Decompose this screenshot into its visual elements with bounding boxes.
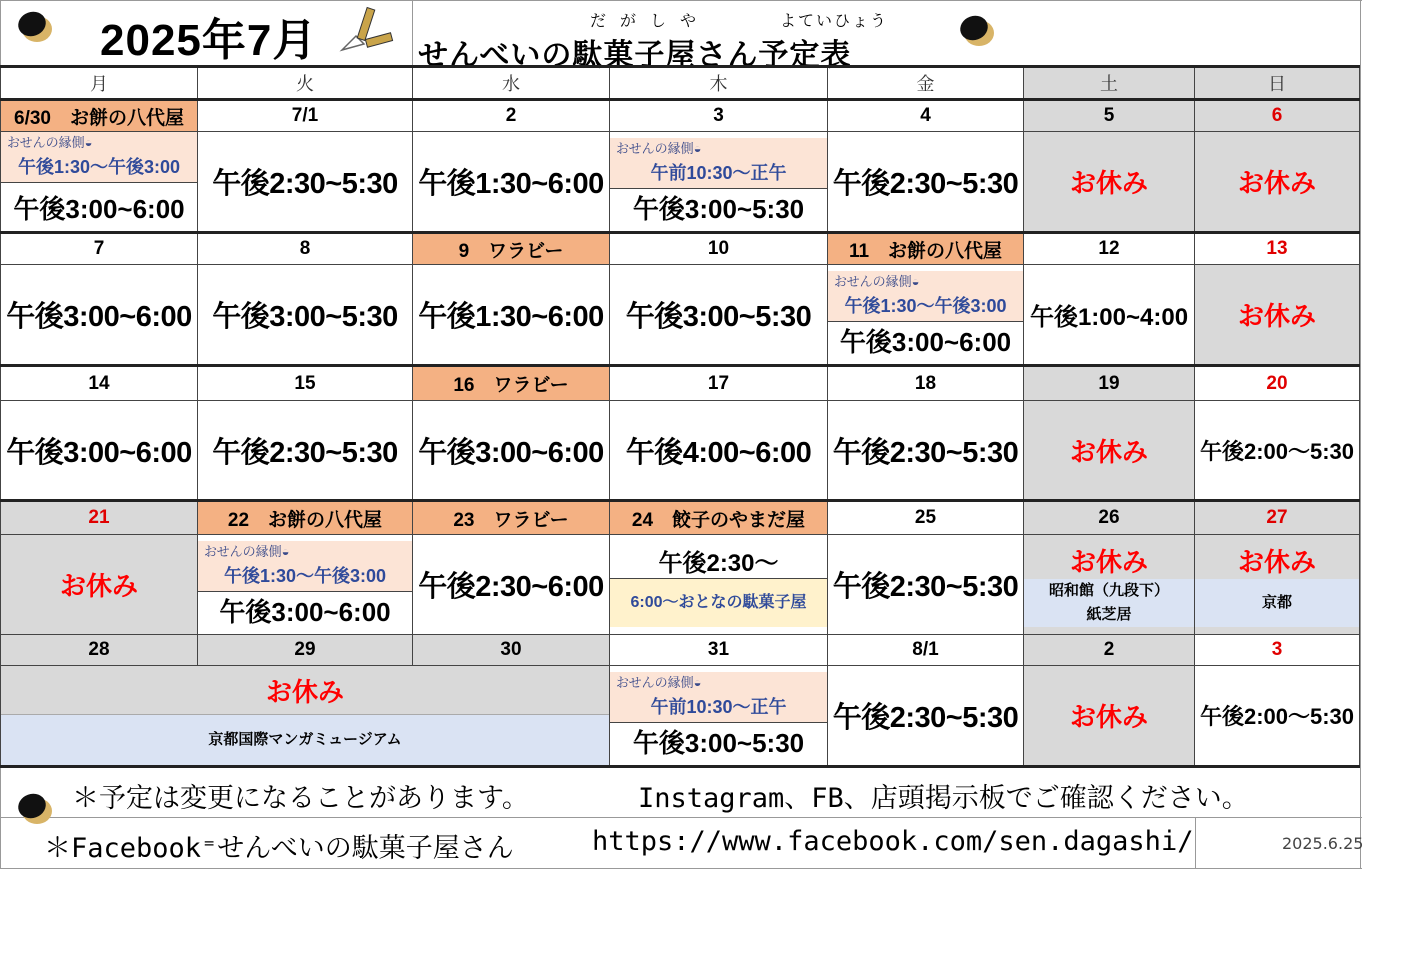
day-cell bbox=[1, 401, 198, 501]
osen-label: おせんの縁側◒ bbox=[834, 273, 920, 289]
open-hours: 午後2:30~5:30 bbox=[212, 168, 398, 200]
open-hours: 午後3:00~6:00 bbox=[13, 193, 185, 224]
adult-dagashiya-label: 6:00～おとなの駄菓子屋 bbox=[610, 579, 827, 627]
day-cell bbox=[1195, 401, 1360, 501]
issue-date: 2025.6.25 bbox=[1282, 834, 1364, 853]
osen-label: おせんの縁側◒ bbox=[616, 674, 702, 690]
footer-divider bbox=[0, 817, 1362, 818]
open-hours: 午後3:00~5:30 bbox=[632, 193, 805, 224]
day-cell bbox=[610, 666, 828, 767]
date-label: 6 bbox=[1195, 100, 1360, 132]
date-label: 18 bbox=[828, 366, 1024, 401]
day-cell bbox=[413, 265, 610, 366]
open-hours: 午後3:00~6:00 bbox=[219, 596, 391, 627]
date-label: 28 bbox=[1, 635, 198, 666]
day-cell bbox=[610, 265, 828, 366]
day-cell bbox=[828, 401, 1024, 501]
date-label: 11 お餅の八代屋 bbox=[828, 233, 1024, 265]
osen-time: 午後1:30～午後3:00 bbox=[17, 157, 181, 177]
date-label: 2 bbox=[1024, 635, 1195, 666]
date-label: 29 bbox=[198, 635, 413, 666]
closed-label: お休み bbox=[1069, 547, 1148, 577]
day-cell bbox=[828, 535, 1024, 635]
date-label: 9 ワラビー bbox=[413, 233, 610, 265]
weekday-header: 木 bbox=[610, 67, 828, 100]
date-label: 6/30 お餅の八代屋 bbox=[1, 100, 198, 132]
day-cell bbox=[1024, 535, 1195, 635]
weekday-header: 水 bbox=[413, 67, 610, 100]
event-venue: 京都 bbox=[1195, 579, 1359, 627]
day-cell bbox=[1, 132, 198, 233]
date-label: 13 bbox=[1195, 233, 1360, 265]
weekday-header: 土 bbox=[1024, 67, 1195, 100]
date-label: 20 bbox=[1195, 366, 1360, 401]
date-label: 19 bbox=[1024, 366, 1195, 401]
day-cell bbox=[413, 401, 610, 501]
date-label: 3 bbox=[610, 100, 828, 132]
osen-label: おせんの縁側◒ bbox=[7, 135, 93, 150]
day-cell bbox=[1, 265, 198, 366]
osen-time: 午前10:30～正午 bbox=[650, 696, 787, 717]
weekday-header: 火 bbox=[198, 67, 413, 100]
day-cell bbox=[1024, 132, 1195, 233]
day-cell bbox=[1024, 401, 1195, 501]
date-label: 26 bbox=[1024, 501, 1195, 535]
day-cell bbox=[198, 535, 413, 635]
closed-label: お休み bbox=[1069, 702, 1148, 732]
ruby-yoteihyou: よていひょう bbox=[780, 11, 889, 30]
date-label: 2 bbox=[413, 100, 610, 132]
day-cell-merged bbox=[1, 666, 610, 767]
date-label: 22 お餅の八代屋 bbox=[198, 501, 413, 535]
open-hours: 午後3:00~5:30 bbox=[625, 301, 812, 333]
osen-time: 午後1:30～午後3:00 bbox=[223, 565, 387, 586]
closed-label: お休み bbox=[1237, 301, 1316, 331]
date-label: 14 bbox=[1, 366, 198, 401]
day-cell bbox=[1195, 265, 1360, 366]
open-hours: 午後3:00~6:00 bbox=[6, 436, 192, 469]
open-hours: 午後1:00~4:00 bbox=[1029, 304, 1189, 331]
date-label: 7 bbox=[1, 233, 198, 265]
date-label: 17 bbox=[610, 366, 828, 401]
ruby-dagashiya: だがしや bbox=[590, 11, 711, 30]
date-label: 8/1 bbox=[828, 635, 1024, 666]
open-hours: 午後2:30~5:30 bbox=[832, 702, 1019, 734]
closed-label: お休み bbox=[1069, 168, 1148, 198]
tongs-icon bbox=[336, 6, 396, 62]
rice-cracker-icon bbox=[18, 10, 52, 44]
open-hours: 午後3:00~6:00 bbox=[839, 326, 1012, 357]
month-title: 2025年7月 bbox=[100, 16, 318, 65]
day-cell bbox=[198, 132, 413, 233]
date-label: 10 bbox=[610, 233, 828, 265]
open-hours: 午後3:00~6:00 bbox=[418, 436, 604, 469]
frame-bottom bbox=[0, 868, 1362, 869]
closed-label: お休み bbox=[59, 571, 138, 601]
osen-time: 午前10:30～正午 bbox=[650, 162, 787, 183]
date-label: 5 bbox=[1024, 100, 1195, 132]
day-cell bbox=[1195, 132, 1360, 233]
osen-label: おせんの縁側◒ bbox=[616, 140, 702, 156]
open-hours: 午後2:00～5:30 bbox=[1199, 438, 1355, 464]
event-venue: 昭和館（九段下） bbox=[1048, 582, 1169, 599]
day-cell bbox=[198, 401, 413, 501]
date-label: 8 bbox=[198, 233, 413, 265]
date-divider bbox=[1195, 817, 1196, 869]
facebook-label: ＊Facebook⁼せんべいの駄菓子屋さん bbox=[44, 833, 514, 864]
day-cell bbox=[1, 535, 198, 635]
day-cell bbox=[1195, 535, 1360, 635]
event-venue: 京都国際マンガミュージアム bbox=[1, 714, 609, 765]
open-hours: 午後1:30~6:00 bbox=[418, 168, 604, 200]
day-cell bbox=[1024, 666, 1195, 767]
date-label: 7/1 bbox=[198, 100, 413, 132]
date-label: 4 bbox=[828, 100, 1024, 132]
open-hours: 午後4:00~6:00 bbox=[625, 436, 812, 469]
day-cell bbox=[1024, 265, 1195, 366]
change-notice: ＊予定は変更になることがあります。 bbox=[72, 783, 529, 814]
date-label: 3 bbox=[1195, 635, 1360, 666]
date-label: 23 ワラビー bbox=[413, 501, 610, 535]
day-cell bbox=[413, 132, 610, 233]
shop-title: せんべいの駄菓子屋さん予定表 bbox=[418, 38, 852, 73]
rice-cracker-icon bbox=[960, 14, 994, 48]
rice-cracker-icon bbox=[18, 792, 52, 826]
closed-label: お休み bbox=[1237, 547, 1316, 577]
event-name: 紙芝居 bbox=[1086, 606, 1132, 623]
day-cell bbox=[1195, 666, 1360, 767]
facebook-url[interactable]: https://www.facebook.com/sen.dagashi/ bbox=[592, 826, 1194, 857]
closed-label: お休み bbox=[1069, 436, 1148, 467]
title-divider bbox=[412, 0, 413, 65]
date-label: 27 bbox=[1195, 501, 1360, 535]
osen-time: 午後1:30～午後3:00 bbox=[844, 295, 1007, 316]
date-label: 21 bbox=[1, 501, 198, 535]
date-label: 25 bbox=[828, 501, 1024, 535]
open-hours: 午後2:30～ bbox=[658, 549, 779, 577]
day-cell bbox=[610, 401, 828, 501]
frame-top bbox=[0, 0, 1362, 1]
day-cell bbox=[413, 535, 610, 635]
frame-right bbox=[1360, 0, 1361, 869]
open-hours: 午後2:00～5:30 bbox=[1199, 704, 1355, 729]
confirm-notice: Instagram、FB、店頭掲示板でご確認ください。 bbox=[638, 783, 1249, 814]
day-cell bbox=[610, 535, 828, 635]
open-hours: 午後2:30~5:30 bbox=[212, 436, 398, 469]
date-label: 12 bbox=[1024, 233, 1195, 265]
weekday-header: 日 bbox=[1195, 67, 1360, 100]
weekday-header: 金 bbox=[828, 67, 1024, 100]
weekday-header: 月 bbox=[1, 67, 198, 100]
closed-label: お休み bbox=[265, 676, 344, 707]
date-label: 15 bbox=[198, 366, 413, 401]
open-hours: 午後2:30~5:30 bbox=[832, 571, 1019, 603]
date-label: 30 bbox=[413, 635, 610, 666]
closed-label: お休み bbox=[1237, 168, 1316, 198]
open-hours: 午後2:30~5:30 bbox=[832, 168, 1019, 200]
open-hours: 午後2:30~5:30 bbox=[832, 436, 1019, 469]
open-hours: 午後3:00~5:30 bbox=[212, 301, 398, 333]
day-cell bbox=[828, 265, 1024, 366]
day-cell bbox=[610, 132, 828, 233]
open-hours: 午後3:00~5:30 bbox=[632, 727, 805, 758]
date-label: 16 ワラビー bbox=[413, 366, 610, 401]
date-label: 31 bbox=[610, 635, 828, 666]
open-hours: 午後3:00~6:00 bbox=[6, 301, 192, 333]
osen-label: おせんの縁側◒ bbox=[204, 543, 290, 559]
date-label: 24 餃子のやまだ屋 bbox=[610, 501, 828, 535]
calendar-grid bbox=[0, 65, 1360, 768]
open-hours: 午後1:30~6:00 bbox=[418, 301, 604, 333]
day-cell bbox=[828, 666, 1024, 767]
day-cell bbox=[198, 265, 413, 366]
open-hours: 午後2:30~6:00 bbox=[418, 571, 604, 603]
day-cell bbox=[828, 132, 1024, 233]
